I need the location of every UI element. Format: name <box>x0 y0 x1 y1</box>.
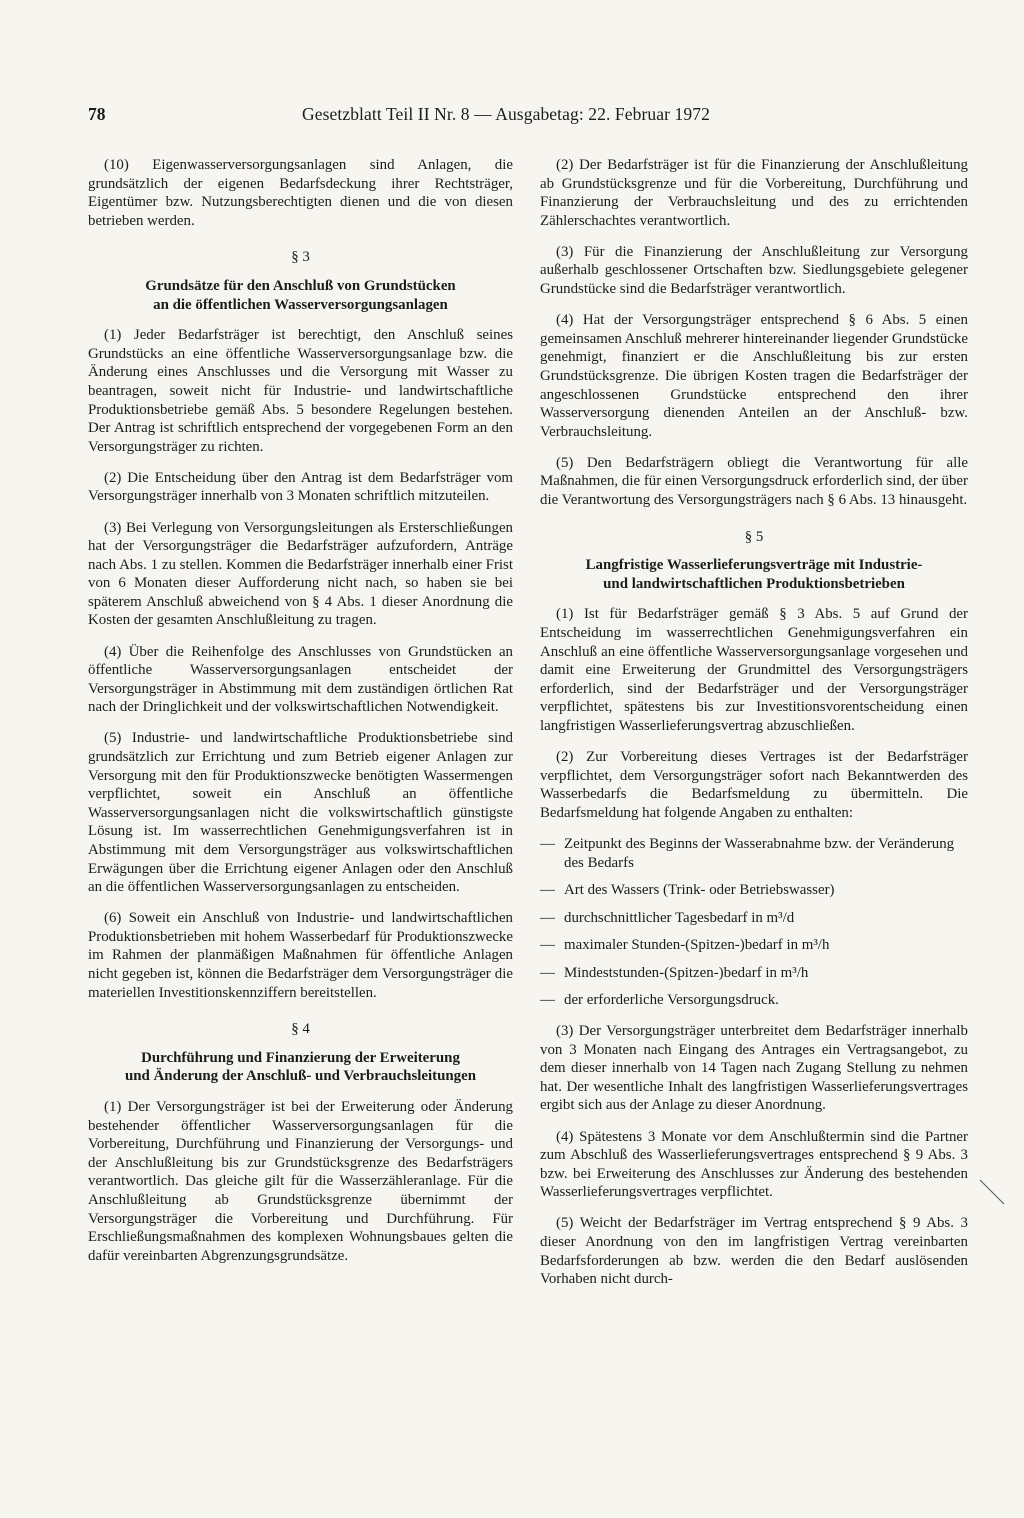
section-3-title-line-2: an die öffentlichen Wasserversorgungsanlagen <box>153 296 448 313</box>
requirements-list <box>540 835 968 1010</box>
section-3-label: § 3 <box>291 249 310 266</box>
section-4-paragraph-4: (4) Hat der Versorgungsträger entsprechend § 6 Abs. 5 einen gemeinsamen Anschluß mehrerer hintereinander liegender Grundstücke genehmigt, finanziert er die Anschlußleitung bis zur ersten Grundstücksgrenze. Die übrigen Kosten tragen die Bedarfsträger der angeschlossenen Grundstücke entsprechend den ihrer Wasserversorgung dienenden Anteilen an der Anschluß- bzw. Verbrauchsleitung. <box>540 312 968 440</box>
list-item-text: Mindeststunden-(Spitzen-)bedarf in m³/h <box>564 964 809 981</box>
section-5-paragraph-3: (3) Der Versorgungsträger unterbreitet dem Bedarfsträger innerhalb von 3 Monaten nach Eingang des Antrages ein Vertragsangebot, zu dem dieser innerhalb von 14 Tagen nach Zugang Stellung zu nehmen hat. Der wesentliche Inhalt des langfristigen Wasserlieferungsvertrages ergibt sich aus der Anlage zu dieser Anordnung. <box>540 1023 968 1114</box>
dash-marker: — <box>540 909 555 926</box>
section-3-paragraph-4: (4) Über die Reihenfolge des Anschlusses von Grundstücken an öffentliche Wasserversorgungsanlagen entscheidet der Versorgungsträger in Abstimmung mit dem zuständigen örtlichen Rat nach der Dringlichkeit und der volkswirtschaftlichen Notwendigkeit. <box>88 643 513 716</box>
page-number: 78 <box>88 104 106 124</box>
section-4-paragraph-5: (5) Den Bedarfsträgern obliegt die Verantwortung für alle Maßnahmen, die für einen Versorgungsdruck erforderlich sind, der über die Verantwortung des Versorgungsträgers nach § 6 Abs. 13 hinausgeht. <box>540 454 968 508</box>
section-5-paragraph-4: (4) Spätestens 3 Monate vor dem Anschlußtermin sind die Partner zum Abschluß des Wasserlieferungsvertrages entsprechend § 9 Abs. 3 bzw. bei Erweiterung des Anschlusses zur Änderung des bestehenden Wasserlieferungsvertrages verpflichtet. <box>540 1128 968 1201</box>
list-item <box>540 835 968 872</box>
section-4-label: § 4 <box>291 1021 310 1038</box>
section-3-title-line-1: Grundsätze für den Anschluß von Grundstücken <box>145 277 456 294</box>
list-item-text: maximaler Stunden-(Spitzen-)bedarf in m³/h <box>564 937 830 954</box>
section-3-paragraph-1: (1) Jeder Bedarfsträger ist berechtigt, den Anschluß seines Grundstücks an eine öffentliche Wasserversorgungsanlage bzw. die Änderung eines Anschlusses und die Versorgung mit Wasser zu beantragen, soweit nicht für Industrie- und landwirtschaftliche Produktionsbetriebe gemäß Abs. 5 besondere Regelungen bestehen. Der Antrag ist schriftlich entsprechend der vorgegebenen Form an den Versorgungsträger zu richten. <box>88 327 513 455</box>
section-5-title-line-2: und landwirtschaftlichen Produktionsbetrieben <box>603 575 905 592</box>
right-column <box>540 156 968 1301</box>
list-item-text: durchschnittlicher Tagesbedarf in m³/d <box>564 909 795 926</box>
list-item <box>540 881 968 900</box>
section-5-paragraph-1: (1) Ist für Bedarfsträger gemäß § 3 Abs. 5 auf Grund der Entscheidung im wasserrechtlichen Genehmigungsverfahren ein Anschluß an eine öffentliche Wasserversorgungsanlage vorgesehen und damit eine Erweiterung der Grundmittel des Versorgungsträgers erforderlich, sind der Bedarfsträger und der Versorgungsträger verpflichtet, spätestens bis zur Investitionsvorentscheidung einen langfristigen Wasserlieferungsvertrag abzuschließen. <box>540 606 968 734</box>
dash-marker: — <box>540 992 555 1009</box>
list-item-text: Art des Wassers (Trink- oder Betriebswasser) <box>564 882 835 899</box>
section-5-title-line-1: Langfristige Wasserlieferungsverträge mit Industrie- <box>585 557 923 574</box>
section-4-title-line-1: Durchführung und Finanzierung der Erweiterung <box>141 1049 460 1066</box>
page-header <box>88 104 788 132</box>
dash-marker: — <box>540 835 555 852</box>
list-item <box>540 909 968 928</box>
dash-marker: — <box>540 964 555 981</box>
section-3-paragraph-3: (3) Bei Verlegung von Versorgungsleitungen als Ersterschließungen hat der Versorgungsträger die Bedarfsträger aufzufordern, Anträge nach Abs. 1 zu stellen. Kommen die Bedarfsträger innerhalb einer Frist von 6 Monaten dieser Aufforderung nicht nach, so haben sie bei späterem Anschluß abweichend von § 4 Abs. 1 dieser Anordnung die Kosten der gesamten Anschlußleitung zu tragen. <box>88 519 513 629</box>
left-column <box>88 156 513 1278</box>
section-4-title-line-2: und Änderung der Anschluß- und Verbrauchsleitungen <box>124 1068 476 1085</box>
section-4-paragraph-1: (1) Der Versorgungsträger ist bei der Erweiterung oder Änderung bestehender öffentlicher Wasserversorgungsanlagen für die Vorbereitung, Durchführung und Finanzierung der Versorgungs- und der Anschlußleitung bis zur Grundstücksgrenze des Bedarfsträgers verantwortlich. Das gleiche gilt für die Wasserzähleranlage. Für die Anschlußleitung ab Grundstücksgrenze übernimmt der Versorgungsträger die Vorbereitung und Durchführung. Für Erschließungsmaßnahmen des komplexen Wohnungsbaues gelten die dafür vereinbarten Abgrenzungsgrundsätze. <box>88 1099 513 1264</box>
paragraph-10: (10) Eigenwasserversorgungsanlagen sind Anlagen, die grundsätzlich der eigenen Bedarfsdeckung ihrer Rechtsträger, Eigentümer bzw. Nutzungsberechtigten dienen und die von diesen betrieben werden. <box>88 157 513 229</box>
section-4-title <box>88 1049 513 1086</box>
list-item <box>540 964 968 983</box>
section-5-paragraph-2: (2) Zur Vorbereitung dieses Vertrages ist der Bedarfsträger verpflichtet, dem Versorgungsträger sofort nach Bekanntwerden des Wasserbedarfs die Bedarfsmeldung zu übermitteln. Die Bedarfsmeldung hat folgende Angaben zu enthalten: <box>540 749 968 821</box>
section-5-label: § 5 <box>744 528 764 545</box>
section-3-paragraph-6: (6) Soweit ein Anschluß von Industrie- und landwirtschaftlichen Produktionsbetrieben mit hohem Wasserbedarf für Produktionszwecke im Rahmen der planmäßigen Maßnahmen für öffentliche Anlagen nicht gegeben ist, können die Bedarfsträger dem Versorgungsträger die materiellen Investitionskennziffern bereitstellen. <box>88 910 513 1001</box>
section-3-paragraph-2: (2) Die Entscheidung über den Antrag ist dem Bedarfsträger vom Versorgungsträger innerhalb von 3 Monaten schriftlich mitzuteilen. <box>88 469 513 505</box>
list-item-text: der erforderliche Versorgungsdruck. <box>564 992 779 1009</box>
list-item-text: Zeitpunkt des Beginns der Wasserabnahme bzw. der Veränderung des Bedarfs <box>564 835 955 871</box>
section-4-paragraph-2: (2) Der Bedarfsträger ist für die Finanzierung der Anschlußleitung ab Grundstücksgrenze und für die Vorbereitung, Durchführung und Finanzierung der Verbrauchsleitung und des zu errichtenden Zählerschachtes verantwortlich. <box>540 157 968 229</box>
pencil-margin-mark <box>978 1178 1008 1208</box>
gazette-title: Gesetzblatt Teil II Nr. 8 — Ausgabetag: 22. Februar 1972 <box>302 104 710 124</box>
section-4-paragraph-3: (3) Für die Finanzierung der Anschlußleitung zur Versorgung außerhalb geschlossener Ortschaften bzw. Siedlungsgebiete gelegener Grundstücke sind die Bedarfsträger verantwortlich. <box>540 243 968 298</box>
dash-marker: — <box>540 937 555 954</box>
dash-marker: — <box>540 882 555 899</box>
list-item <box>540 991 968 1010</box>
section-3-paragraph-5: (5) Industrie- und landwirtschaftliche Produktionsbetriebe sind grundsätzlich zur Errichtung und zum Betrieb eigener Anlagen zur Versorgung mit den für Produktionszwecke benötigten Wassermengen verpflichtet, soweit ein Anschluß an öffentliche Wasserversorgungsanlagen nicht die volkswirtschaftlich günstigste Lösung ist. Im wasserrechtlichen Genehmigungsverfahren ist in Abstimmung mit dem Versorgungsträger aus volkswirtschaftlichen Erwägungen über die Errichtung eigener Anlagen oder den Anschluß an die öffentlichen Wasserversorgungsanlagen zu entscheiden. <box>88 730 513 896</box>
section-5-title <box>540 556 968 593</box>
section-5-paragraph-5: (5) Weicht der Bedarfsträger im Vertrag entsprechend § 9 Abs. 3 dieser Anordnung von den im langfristigen Vertrag vereinbarten Bedarfsforderungen ab bzw. werden die den Bedarf auslösenden Vorhaben nicht durch- <box>540 1215 968 1288</box>
section-3-title <box>88 277 513 314</box>
list-item <box>540 936 968 955</box>
